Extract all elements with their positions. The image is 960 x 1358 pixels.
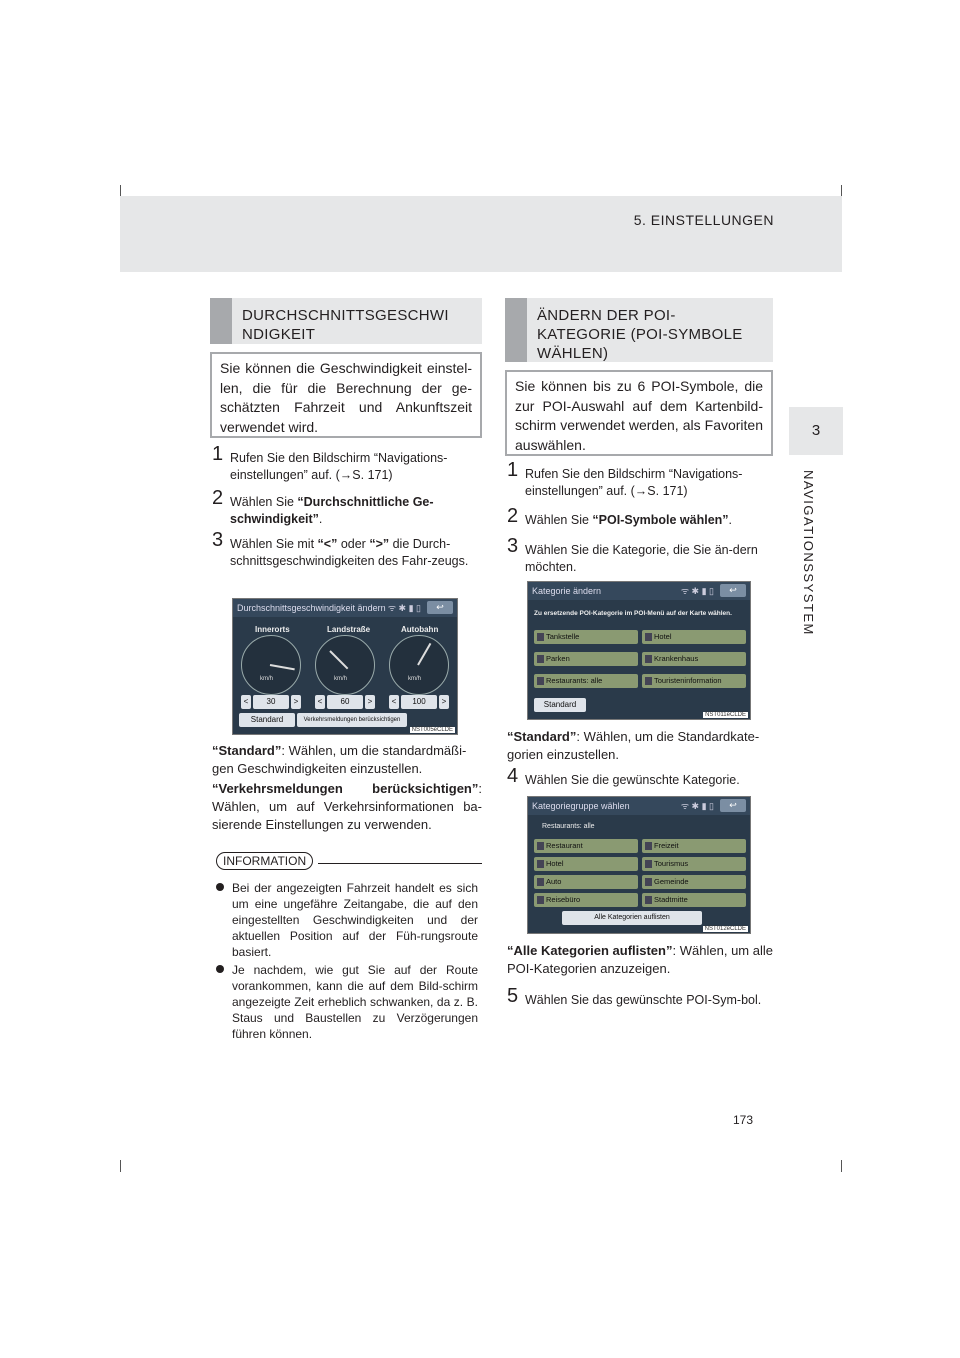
screen-title: Kategoriegruppe wählen — [528, 797, 750, 815]
step-text: Rufen Sie den Bildschirm “Navigations-einstellungen” auf. (→S. 171) — [230, 451, 448, 482]
info-bullet-2: Je nachdem, wie gut Sie auf der Route vorankommen, kann die auf dem Bild-schirm angezeigte Zeit erheblich schwanken, da z. B. Staus und Baustellen zu Verzögerungen führen können. — [216, 962, 478, 1042]
group-button-reisebuero[interactable]: Reisebüro — [534, 893, 638, 907]
step-number: 1 — [212, 443, 224, 465]
standard-button[interactable]: Standard — [534, 698, 586, 712]
speed-value-autobahn: 100 — [401, 695, 437, 709]
standard-description: “Standard”: Wählen, um die Standardkate-gorien einzustellen. — [507, 729, 760, 762]
section-heading-text: ÄNDERN DER POI-KATEGORIE (POI-SYMBOLE WÄHLEN) — [537, 307, 743, 362]
information-label: INFORMATION — [216, 852, 313, 870]
intro-box: Sie können bis zu 6 POI-Symbole, die zur POI-Auswahl auf dem Kartenbild-schirm verwendet werden, als Favoriten auswählen. — [505, 370, 773, 456]
crop-mark — [841, 1160, 842, 1172]
speed-value-innerorts: 30 — [253, 695, 289, 709]
back-button[interactable]: ↩ — [720, 799, 746, 812]
group-button-freizeit[interactable]: Freizeit — [642, 839, 746, 853]
category-button-touristeninformation[interactable]: Touristeninformation — [642, 674, 746, 688]
decrease-button[interactable]: < — [241, 695, 251, 709]
speed-value-landstrasse: 60 — [327, 695, 363, 709]
gauge-landstrasse: km/h — [315, 635, 375, 695]
category-button-tankstelle[interactable]: Tankstelle — [534, 630, 638, 644]
category-button-krankenhaus[interactable]: Krankenhaus — [642, 652, 746, 666]
group-button-hotel[interactable]: Hotel — [534, 857, 638, 871]
community-icon — [645, 878, 652, 886]
step-text: Wählen Sie die gewünschte Kategorie. — [525, 773, 740, 787]
step-text: Wählen Sie mit “<” oder “>” die Durch-schnittsgeschwindigkeiten des Fahr-zeugs. — [230, 537, 469, 568]
step-2 — [212, 487, 482, 528]
step-text: Wählen Sie “POI-Symbole wählen”. — [525, 513, 733, 527]
step-text: Wählen Sie die Kategorie, die Sie än-dern möchten. — [525, 543, 758, 574]
screen-title: Durchschnittsgeschwindigkeit ändern — [233, 599, 457, 617]
step-number: 1 — [507, 459, 519, 481]
hotel-icon — [537, 860, 544, 868]
tourism-icon — [645, 860, 652, 868]
list-all-description: “Alle Kategorien auflisten”: Wählen, um alle POI-Kategorien anzuzeigen. — [507, 943, 774, 976]
list-all-categories-button[interactable]: Alle Kategorien auflisten — [562, 911, 702, 925]
increase-button[interactable]: > — [439, 695, 449, 709]
travel-icon — [537, 896, 544, 904]
header-band — [120, 196, 842, 272]
hotel-icon — [645, 633, 652, 641]
status-icons: ᯤ ✱ ▮ ▯ — [680, 801, 714, 811]
screen-title: Kategorie ändern — [528, 582, 750, 600]
step-number: 3 — [212, 529, 224, 551]
standard-button[interactable]: Standard — [239, 713, 295, 727]
screenshot-change-category — [527, 581, 751, 720]
back-button[interactable]: ↩ — [427, 601, 453, 614]
car-icon — [537, 878, 544, 886]
traffic-description: “Verkehrsmeldungen berücksichtigen”: Wählen, um auf Verkehrsinformationen ba-sierende Einstellungen zu verwenden. — [212, 781, 482, 832]
step-4 — [507, 765, 773, 789]
step-number: 3 — [507, 535, 519, 557]
info-icon — [645, 677, 652, 685]
step-number: 2 — [507, 505, 519, 527]
step-3 — [212, 529, 482, 570]
group-button-auto[interactable]: Auto — [534, 875, 638, 889]
restaurant-icon — [537, 677, 544, 685]
step-text: Rufen Sie den Bildschirm “Navigations-einstellungen” auf. (→S. 171) — [525, 467, 743, 498]
chapter-number-tab: 3 — [789, 407, 843, 455]
step-2 — [507, 505, 773, 529]
back-button[interactable]: ↩ — [720, 584, 746, 597]
section-heading-poi-category — [505, 298, 773, 362]
step-text: Wählen Sie “Durchschnittliche Ge-schwindigkeit”. — [230, 495, 434, 526]
section-heading-text: DURCHSCHNITTSGESCHWI NDIGKEIT — [242, 307, 449, 343]
screenshot-average-speed — [232, 598, 458, 735]
group-button-tourismus[interactable]: Tourismus — [642, 857, 746, 871]
decrease-button[interactable]: < — [315, 695, 325, 709]
parking-icon — [537, 655, 544, 663]
crop-mark — [120, 1160, 121, 1172]
step-1 — [507, 459, 773, 500]
step-text: Wählen Sie das gewünschte POI-Sym-bol. — [525, 993, 762, 1007]
traffic-toggle-button[interactable]: Verkehrsmeldungen berücksichtigen — [297, 713, 407, 727]
step-5 — [507, 985, 773, 1009]
category-button-restaurants[interactable]: Restaurants: alle — [534, 674, 638, 688]
hospital-icon — [645, 655, 652, 663]
group-button-restaurant[interactable]: Restaurant — [534, 839, 638, 853]
step-number: 2 — [212, 487, 224, 509]
image-code: NST005eCLDE — [411, 727, 453, 733]
screenshot-category-group — [527, 796, 751, 934]
increase-button[interactable]: > — [365, 695, 375, 709]
page-number: 173 — [733, 1113, 754, 1127]
standard-description: “Standard”: Wählen, um die standardmäßi-gen Geschwindigkeiten einzustellen. — [212, 743, 467, 776]
category-button-hotel[interactable]: Hotel — [642, 630, 746, 644]
status-icons: ᯤ ✱ ▮ ▯ — [680, 586, 714, 596]
fuel-icon — [537, 633, 544, 641]
screen-subtitle: Restaurants: alle — [542, 823, 595, 830]
step-1 — [212, 443, 482, 484]
decrease-button[interactable]: < — [389, 695, 399, 709]
section-heading-average-speed — [210, 298, 482, 344]
category-button-parken[interactable]: Parken — [534, 652, 638, 666]
step-3 — [507, 535, 773, 576]
screen-subtitle: Zu ersetzende POI-Kategorie im POI-Menü auf der Karte wählen. — [534, 610, 732, 617]
status-icons: ᯤ ✱ ▮ ▯ — [387, 603, 421, 613]
step-number: 4 — [507, 765, 519, 787]
gauge-autobahn: km/h — [389, 635, 449, 695]
step-number: 5 — [507, 985, 519, 1007]
group-button-stadtmitte[interactable]: Stadtmitte — [642, 893, 746, 907]
image-code: NST012eCLDE — [704, 926, 746, 932]
gauge-innerorts: km/h — [241, 635, 301, 695]
city-center-icon — [645, 896, 652, 904]
chapter-label — [800, 470, 820, 670]
chapter-label-text: NAVIGATIONSSYSTEM — [801, 470, 816, 636]
group-button-gemeinde[interactable]: Gemeinde — [642, 875, 746, 889]
leisure-icon — [645, 842, 652, 850]
label-innerorts: Innerorts — [255, 625, 290, 634]
info-bullet-1: Bei der angezeigten Fahrzeit handelt es sich um eine ungefähre Zeitangabe, die auf den eingestellten Geschwindigkeiten und der aktuellen Position auf der Füh-rungsroute basiert. — [216, 880, 478, 960]
label-autobahn: Autobahn — [401, 625, 439, 634]
information-rule — [318, 863, 482, 864]
intro-box: Sie können die Geschwindigkeit einstel-len, die für die Berechnung der ge-schätzten Fahrzeit und Ankunftszeit verwendet wird. — [210, 352, 482, 438]
page-header-title: 5. EINSTELLUNGEN — [633, 212, 774, 228]
image-code: NST011eCLDE — [705, 712, 746, 718]
increase-button[interactable]: > — [291, 695, 301, 709]
label-landstrasse: Landstraße — [327, 625, 371, 634]
restaurant-icon — [537, 842, 544, 850]
